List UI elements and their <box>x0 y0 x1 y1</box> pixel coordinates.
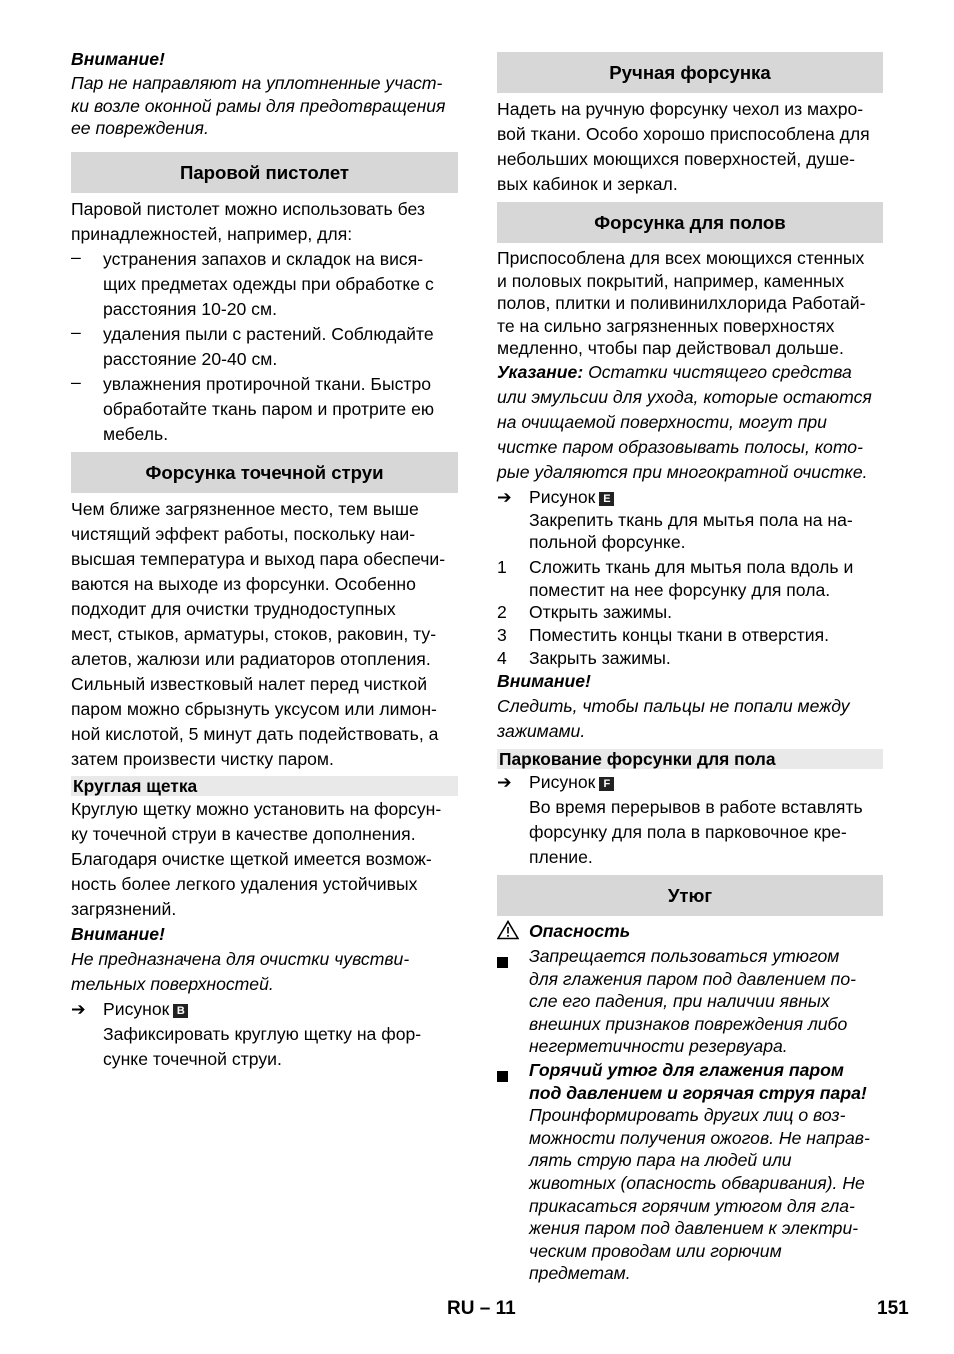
square-bullet-icon <box>497 951 508 974</box>
subheading-round-brush: Круглая щетка <box>71 776 458 796</box>
attention-text: Следить, чтобы пальцы не попали между зажимами. <box>497 696 850 741</box>
attention-label: Внимание! <box>497 671 591 691</box>
square-bullet-icon <box>497 1065 508 1088</box>
figure-letter-badge: B <box>173 1004 188 1018</box>
attention-text: Не предназначена для очистки чувстви- тельных поверхностей. <box>71 949 410 994</box>
floor-nozzle-text: Приспособлена для всех моющихся стенных и половых покрытий, например, каменных полов, плитки и поливинилхлорида Работай- те на сильно загрязненных поверхностях медленно, чтобы пар действовал дольше. <box>497 248 866 359</box>
arrow-right-icon: ➔ <box>497 772 512 792</box>
attention-label: Внимание! <box>71 924 165 944</box>
section-heading-floor-nozzle: Форсунка для полов <box>497 202 883 243</box>
section-page-label: RU – 11 <box>447 1298 516 1319</box>
section-heading-hand-nozzle: Ручная форсунка <box>497 52 883 93</box>
attention-label: Внимание! <box>71 49 165 69</box>
steam-gun-intro: Паровой пистолет можно использовать без принадлежностей, например, для: <box>71 199 425 244</box>
section-heading-iron: Утюг <box>497 875 883 916</box>
attention-text: Пар не направляют на уплотненные участ- ки возле оконной рамы для предотвращения ее повреждения. <box>71 73 446 139</box>
warning-triangle-icon <box>497 920 519 946</box>
hand-nozzle-text: Надеть на ручную форсунку чехол из махро- вой ткани. Особо хорошо приспособлена для небольших моющихся поверхностей, душе- вых кабинок и зеркал. <box>497 99 870 194</box>
arrow-right-icon: ➔ <box>497 487 512 507</box>
round-brush-text: Круглую щетку можно установить на форсун- ку точечной струи в качестве дополнения. Благодаря очистке щеткой имеется возмож- ность более легкого удаления устойчивых загрязнений. <box>71 799 442 919</box>
arrow-right-icon: ➔ <box>71 999 86 1019</box>
subheading-parking: Паркование форсунки для пола <box>497 749 883 769</box>
note-text: Указание: Остатки чистящего средства или эмульсии для ухода, которые остаются на очищаемой поверхности, могут при чистке паром образовывать полосы, кото- рые удаляются при многократной очистке. <box>497 362 872 482</box>
section-heading-steam-gun: Паровой пистолет <box>71 152 458 193</box>
figure-letter-badge: E <box>599 492 614 506</box>
section-heading-spot-nozzle: Форсунка точечной струи <box>71 452 458 493</box>
figure-letter-badge: F <box>599 777 614 791</box>
spot-nozzle-text: Чем ближе загрязненное место, тем выше чистящий эффект работы, поскольку наи- высшая температура и выход пара обеспечи- ваются на выходе из форсунки. Особенно подходит для очистки труднодоступных мест, стыков, арматуры, стоков, раковин, ту- алетов, жалюзи или радиаторов отопления. Сильный известковый налет перед чисткой паром можно сбрызнуть уксусом или лимон- ной кислотой, 5 минут дать подействовать, а затем произвести чистку паром. <box>71 499 446 769</box>
page-number: 151 <box>877 1298 909 1319</box>
